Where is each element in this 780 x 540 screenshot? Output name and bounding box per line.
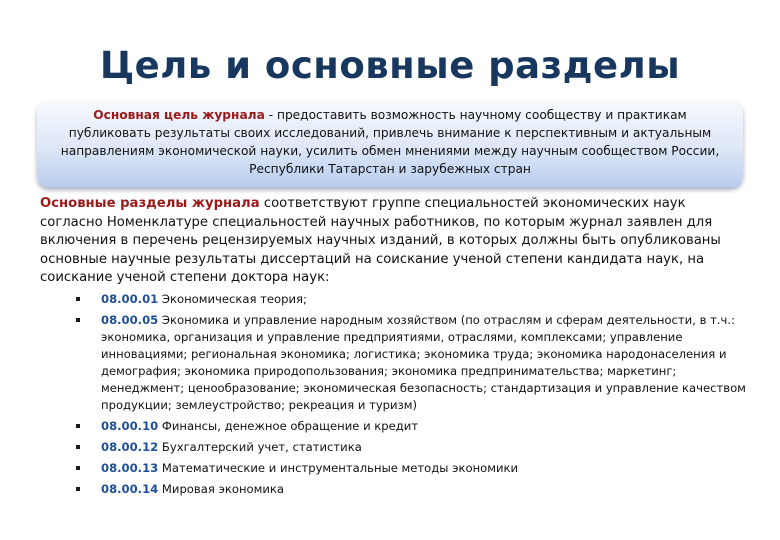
specialty-text: Экономическая теория; <box>158 292 307 306</box>
list-item <box>76 481 756 498</box>
list-item <box>76 418 756 435</box>
list-item <box>76 291 756 308</box>
specialty-text: Математические и инструментальные методы экономики <box>158 461 519 475</box>
specialty-code: 08.00.05 <box>101 313 159 327</box>
bullet-icon <box>76 297 80 301</box>
page-title: Цель и основные разделы <box>99 44 681 87</box>
specialty-code: 08.00.01 <box>101 292 159 306</box>
goal-lead: Основная цель журнала <box>93 108 265 122</box>
specialty-code: 08.00.14 <box>101 482 159 496</box>
sections-lead: Основные разделы журнала <box>40 196 260 211</box>
specialty-text: Мировая экономика <box>158 482 285 496</box>
list-item <box>76 439 756 456</box>
specialty-code: 08.00.10 <box>101 419 159 433</box>
specialty-list <box>76 291 756 502</box>
specialty-code: 08.00.12 <box>101 440 159 454</box>
goal-box <box>37 101 743 187</box>
specialty-text: Финансы, денежное обращение и кредит <box>158 419 419 433</box>
bullet-icon <box>76 466 80 470</box>
sections-text: соответствуют группе специальностей экономических наук согласно Номенклатуре специальностей научных работников, по которым журнал заявлен для включения в перечень рецензируемых научных изданий, в которых должны быть опубликованы основные научные результаты диссертаций на соискание ученой степени кандидата наук, на соискание ученой степени доктора наук: <box>40 196 721 286</box>
goal-text: - предоставить возможность научному сообществу и практикам публиковать результаты своих исследований, привлечь внимание к перспективным и актуальным направлениям экономической науки, усилить обмен мнениями между научным сообществом России, Республики Татарстан и зарубежных стран <box>60 108 720 176</box>
specialty-code: 08.00.13 <box>101 461 159 475</box>
sections-paragraph <box>40 195 740 288</box>
bullet-icon <box>76 424 80 428</box>
list-item <box>76 460 756 477</box>
list-item <box>76 312 756 414</box>
specialty-text: Экономика и управление народным хозяйством (по отраслям и сферам деятельности, в т.ч.: экономика, организация и управление предприятиями, отраслями, комплексами; управление инновациями; региональная экономика; логистика; экономика труда; экономика народонаселения и демография; экономика природопользования; экономика предпринимательства; маркетинг; менеджмент; ценообразование; экономическая безопасность; стандартизация и управление качеством продукции; землеустройство; рекреация и туризм) <box>101 313 746 412</box>
bullet-icon <box>76 487 80 491</box>
bullet-icon <box>76 318 80 322</box>
specialty-text: Бухгалтерский учет, статистика <box>158 440 362 454</box>
bullet-icon <box>76 445 80 449</box>
